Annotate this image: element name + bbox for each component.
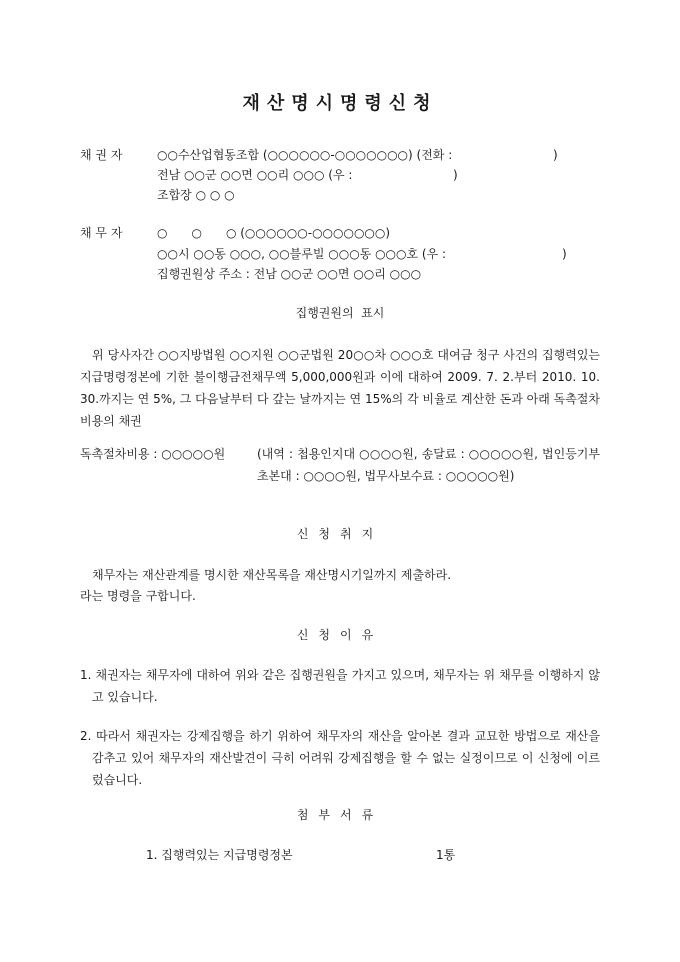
attachment-item-label: 1. 집행력있는 지급명령정본 [146, 848, 293, 862]
reason-item-2: 2. 따라서 채권자는 강제집행을 하기 위하여 채무자의 재산을 알아본 결과 교묘한 방법으로 재산을 감추고 있어 채무자의 재산발견이 극히 어려워 강제집행을 할 수 없는 실정이므로 이 신청에 이르렀습니다. [80, 729, 600, 787]
purpose-line-2: 라는 명령을 구합니다. [80, 589, 196, 603]
creditor-label: 채 권 자 [80, 148, 123, 162]
creditor-representative: 조합장 ○ ○ ○ [157, 188, 235, 202]
debtor-address-line: ○○시 ○○동 ○○○, ○○블루빌 ○○○동 ○○○호 (우 : [157, 247, 447, 261]
execution-body: 위 당사자간 ○○지방법원 ○○지원 ○○군법원 20○○차 ○○○호 대여금 청구 사건의 집행력있는 지급명령정본에 기한 불이행금전채무액 5,000,000원과 이에 대하여 2009. 7. 2.부터 2010. 10. 30.까지는 연 5%, 그 다음날부터 다 갚는 날까지는 연 15%의 각 비율로 계산한 돈과 아래 독촉절차비용의 채권 [80, 348, 600, 428]
creditor-address-line: 전남 ○○군 ○○면 ○○리 ○○○ (우 : [157, 168, 353, 182]
attachment-item-count: 1통 [436, 848, 456, 862]
creditor-address-close: ) [453, 168, 458, 182]
document-title: 재산명시명령신청 [242, 93, 438, 114]
debtor-name-line: ○ ○ ○ (○○○○○○-○○○○○○○) [157, 226, 391, 240]
debtor-address-close: ) [562, 247, 567, 261]
execution-heading: 집행권원의 표시 [295, 306, 385, 320]
debtor-label: 채 무 자 [80, 226, 123, 240]
cost-detail: (내역 : 첩용인지대 ○○○○원, 송달료 : ○○○○○원, 법인등기부초본대 : ○○○○원, 법무사보수료 : ○○○○○원) [257, 447, 600, 483]
debtor-exec-address: 집행권원상 주소 : 전남 ○○군 ○○면 ○○리 ○○○ [157, 267, 422, 281]
creditor-name-line: ○○수산업협동조합 (○○○○○○-○○○○○○○) (전화 : [157, 148, 453, 162]
purpose-heading: 신청취지 [296, 527, 384, 541]
reason-item-1: 1. 채권자는 채무자에 대하여 위와 같은 집행권원을 가지고 있으며, 채무자는 위 채무를 이행하지 않고 있습니다. [80, 668, 600, 704]
attachments-heading: 첨부서류 [296, 808, 384, 822]
creditor-name-close: ) [553, 148, 558, 162]
reason-heading: 신청이유 [296, 628, 384, 642]
cost-label: 독촉절차비용 : ○○○○○원 [80, 447, 226, 461]
purpose-line-1: 채무자는 재산관계를 명시한 재산목록을 재산명시기일까지 제출하라. [92, 568, 452, 582]
